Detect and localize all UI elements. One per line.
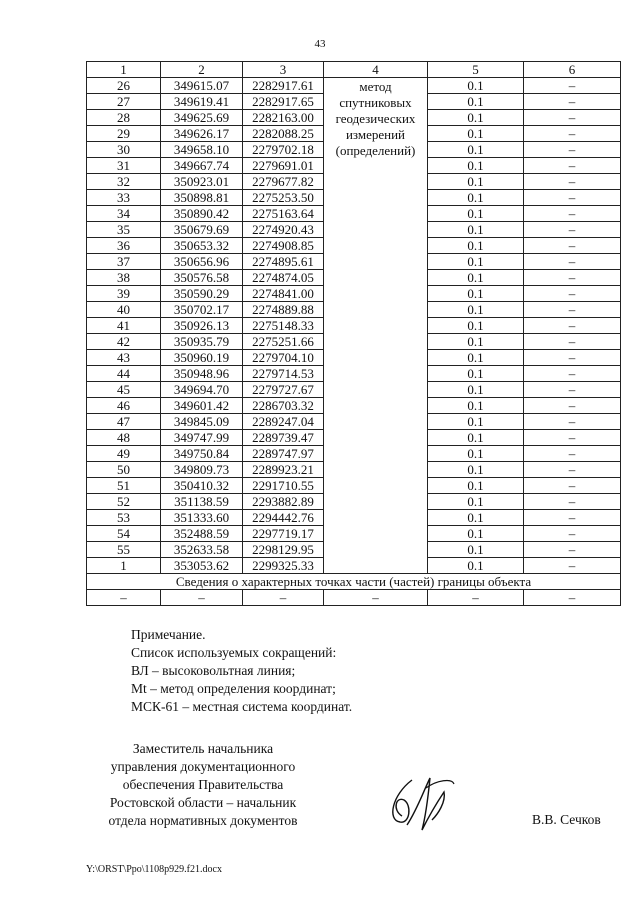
coordinate-x: 349750.84 — [161, 446, 243, 462]
coordinate-x: 350656.96 — [161, 254, 243, 270]
point-number: 48 — [87, 430, 161, 446]
method-line: (определений) — [335, 143, 416, 158]
accuracy-value: 0.1 — [428, 462, 524, 478]
position-line: Ростовской области – начальник — [109, 795, 297, 810]
coordinate-x: 350923.01 — [161, 174, 243, 190]
point-number: 40 — [87, 302, 161, 318]
column-header: 2 — [161, 62, 243, 78]
accuracy-value: 0.1 — [428, 222, 524, 238]
coordinate-y: 2282088.25 — [243, 126, 324, 142]
coordinate-y: 2274895.61 — [243, 254, 324, 270]
coordinate-y: 2274874.05 — [243, 270, 324, 286]
coordinate-y: 2275148.33 — [243, 318, 324, 334]
point-number: 43 — [87, 350, 161, 366]
accuracy-value: 0.1 — [428, 94, 524, 110]
point-number: 34 — [87, 206, 161, 222]
notes-block — [131, 626, 352, 716]
coordinate-y: 2274841.00 — [243, 286, 324, 302]
point-number: 45 — [87, 382, 161, 398]
coordinate-x: 350679.69 — [161, 222, 243, 238]
accuracy-value: 0.1 — [428, 286, 524, 302]
empty-cell: – — [428, 590, 524, 606]
coordinate-y: 2274908.85 — [243, 238, 324, 254]
point-note: – — [524, 558, 621, 574]
accuracy-value: 0.1 — [428, 478, 524, 494]
point-note: – — [524, 158, 621, 174]
coordinate-x: 350890.42 — [161, 206, 243, 222]
coordinate-y: 2279677.82 — [243, 174, 324, 190]
coordinate-x: 349747.99 — [161, 430, 243, 446]
coordinate-y: 2274889.88 — [243, 302, 324, 318]
point-number: 26 — [87, 78, 161, 94]
coordinate-x: 349845.09 — [161, 414, 243, 430]
point-number: 33 — [87, 190, 161, 206]
coordinate-y: 2282163.00 — [243, 110, 324, 126]
point-note: – — [524, 238, 621, 254]
accuracy-value: 0.1 — [428, 302, 524, 318]
section-row — [87, 574, 621, 590]
coordinate-y: 2293882.89 — [243, 494, 324, 510]
point-number: 32 — [87, 174, 161, 190]
coordinate-y: 2298129.95 — [243, 542, 324, 558]
note-line: Примечание. — [131, 627, 206, 642]
accuracy-value: 0.1 — [428, 350, 524, 366]
page-number: 43 — [314, 38, 326, 50]
point-number: 52 — [87, 494, 161, 510]
position-line: отдела нормативных документов — [108, 813, 298, 828]
coordinate-x: 351138.59 — [161, 494, 243, 510]
coordinate-x: 350948.96 — [161, 366, 243, 382]
coordinate-y: 2289739.47 — [243, 430, 324, 446]
note-line: Список используемых сокращений: — [131, 645, 337, 660]
coordinate-x: 349615.07 — [161, 78, 243, 94]
method-line: метод — [359, 79, 392, 94]
point-note: – — [524, 414, 621, 430]
point-note: – — [524, 398, 621, 414]
method-line: геодезических — [335, 111, 416, 126]
accuracy-value: 0.1 — [428, 206, 524, 222]
point-note: – — [524, 478, 621, 494]
table-header-row — [87, 62, 621, 78]
method-line: измерений — [345, 127, 406, 142]
accuracy-value: 0.1 — [428, 110, 524, 126]
accuracy-value: 0.1 — [428, 494, 524, 510]
coordinate-y: 2279727.67 — [243, 382, 324, 398]
coordinate-y: 2279714.53 — [243, 366, 324, 382]
signatory-name: В.В. Сечков — [532, 812, 601, 827]
column-header: 3 — [243, 62, 324, 78]
point-number: 39 — [87, 286, 161, 302]
method-line: спутниковых — [339, 95, 412, 110]
section-title: Сведения о характерных точках части (частей) границы объекта — [87, 574, 621, 590]
signatory-position — [88, 740, 318, 830]
accuracy-value: 0.1 — [428, 174, 524, 190]
point-number: 53 — [87, 510, 161, 526]
point-note: – — [524, 526, 621, 542]
coordinate-x: 349658.10 — [161, 142, 243, 158]
coordinate-y: 2275251.66 — [243, 334, 324, 350]
point-number: 49 — [87, 446, 161, 462]
accuracy-value: 0.1 — [428, 238, 524, 254]
accuracy-value: 0.1 — [428, 430, 524, 446]
note-line: Mt – метод определения координат; — [131, 681, 336, 696]
point-number: 55 — [87, 542, 161, 558]
table-body — [87, 78, 621, 606]
coordinate-x: 350935.79 — [161, 334, 243, 350]
accuracy-value: 0.1 — [428, 446, 524, 462]
coordinate-y: 2279704.10 — [243, 350, 324, 366]
point-number: 29 — [87, 126, 161, 142]
empty-cell: – — [161, 590, 243, 606]
column-header: 5 — [428, 62, 524, 78]
empty-cell: – — [87, 590, 161, 606]
note-line: ВЛ – высоковольтная линия; — [131, 663, 296, 678]
accuracy-value: 0.1 — [428, 158, 524, 174]
coordinate-y: 2289247.04 — [243, 414, 324, 430]
accuracy-value: 0.1 — [428, 78, 524, 94]
accuracy-value: 0.1 — [428, 334, 524, 350]
point-number: 28 — [87, 110, 161, 126]
point-note: – — [524, 142, 621, 158]
point-number: 50 — [87, 462, 161, 478]
point-number: 44 — [87, 366, 161, 382]
table-row — [87, 78, 621, 94]
coordinate-x: 350590.29 — [161, 286, 243, 302]
point-note: – — [524, 78, 621, 94]
coordinate-y: 2274920.43 — [243, 222, 324, 238]
coordinate-x: 349667.74 — [161, 158, 243, 174]
point-note: – — [524, 318, 621, 334]
accuracy-value: 0.1 — [428, 510, 524, 526]
empty-cell: – — [524, 590, 621, 606]
handwritten-signature — [382, 770, 462, 840]
point-note: – — [524, 126, 621, 142]
point-note: – — [524, 206, 621, 222]
point-number: 38 — [87, 270, 161, 286]
point-number: 54 — [87, 526, 161, 542]
coordinate-y: 2275163.64 — [243, 206, 324, 222]
point-number: 35 — [87, 222, 161, 238]
coordinate-x: 350576.58 — [161, 270, 243, 286]
coordinate-x: 350653.32 — [161, 238, 243, 254]
point-note: – — [524, 510, 621, 526]
method-cell — [324, 78, 428, 574]
coordinate-x: 349625.69 — [161, 110, 243, 126]
accuracy-value: 0.1 — [428, 254, 524, 270]
coordinate-y: 2297719.17 — [243, 526, 324, 542]
empty-cell: – — [324, 590, 428, 606]
file-path: Y:\ORST\Ppo\1108p929.f21.docx — [86, 864, 222, 875]
position-line: Заместитель начальника — [132, 741, 274, 756]
point-number: 41 — [87, 318, 161, 334]
coordinate-y: 2286703.32 — [243, 398, 324, 414]
coordinate-x: 350960.19 — [161, 350, 243, 366]
point-note: – — [524, 190, 621, 206]
accuracy-value: 0.1 — [428, 558, 524, 574]
point-note: – — [524, 334, 621, 350]
point-number: 27 — [87, 94, 161, 110]
coordinate-x: 350410.32 — [161, 478, 243, 494]
point-number: 30 — [87, 142, 161, 158]
coordinate-x: 350926.13 — [161, 318, 243, 334]
empty-cell: – — [243, 590, 324, 606]
coordinates-table — [86, 61, 621, 606]
point-note: – — [524, 302, 621, 318]
point-note: – — [524, 430, 621, 446]
accuracy-value: 0.1 — [428, 414, 524, 430]
accuracy-value: 0.1 — [428, 142, 524, 158]
point-number: 51 — [87, 478, 161, 494]
accuracy-value: 0.1 — [428, 126, 524, 142]
accuracy-value: 0.1 — [428, 318, 524, 334]
point-note: – — [524, 366, 621, 382]
coordinate-x: 352633.58 — [161, 542, 243, 558]
coordinate-y: 2279702.18 — [243, 142, 324, 158]
point-note: – — [524, 110, 621, 126]
point-note: – — [524, 350, 621, 366]
point-note: – — [524, 174, 621, 190]
accuracy-value: 0.1 — [428, 398, 524, 414]
point-number: 1 — [87, 558, 161, 574]
point-number: 36 — [87, 238, 161, 254]
coordinate-y: 2282917.61 — [243, 78, 324, 94]
accuracy-value: 0.1 — [428, 270, 524, 286]
coordinate-x: 352488.59 — [161, 526, 243, 542]
point-number: 31 — [87, 158, 161, 174]
accuracy-value: 0.1 — [428, 190, 524, 206]
point-note: – — [524, 270, 621, 286]
coordinate-x: 349694.70 — [161, 382, 243, 398]
point-number: 42 — [87, 334, 161, 350]
coordinate-y: 2299325.33 — [243, 558, 324, 574]
coordinate-x: 351333.60 — [161, 510, 243, 526]
accuracy-value: 0.1 — [428, 382, 524, 398]
point-note: – — [524, 286, 621, 302]
point-note: – — [524, 462, 621, 478]
coordinate-x: 350898.81 — [161, 190, 243, 206]
coordinate-x: 349809.73 — [161, 462, 243, 478]
accuracy-value: 0.1 — [428, 366, 524, 382]
coordinate-y: 2289747.97 — [243, 446, 324, 462]
coordinate-y: 2279691.01 — [243, 158, 324, 174]
coordinate-y: 2275253.50 — [243, 190, 324, 206]
point-note: – — [524, 222, 621, 238]
column-header: 4 — [324, 62, 428, 78]
coordinate-y: 2282917.65 — [243, 94, 324, 110]
table-row — [87, 590, 621, 606]
accuracy-value: 0.1 — [428, 526, 524, 542]
coordinate-y: 2289923.21 — [243, 462, 324, 478]
point-number: 47 — [87, 414, 161, 430]
point-number: 37 — [87, 254, 161, 270]
coordinate-x: 349601.42 — [161, 398, 243, 414]
coordinate-y: 2291710.55 — [243, 478, 324, 494]
point-note: – — [524, 382, 621, 398]
point-note: – — [524, 254, 621, 270]
column-header: 6 — [524, 62, 621, 78]
point-note: – — [524, 446, 621, 462]
point-note: – — [524, 94, 621, 110]
coordinate-x: 349619.41 — [161, 94, 243, 110]
point-number: 46 — [87, 398, 161, 414]
position-line: обеспечения Правительства — [122, 777, 284, 792]
point-note: – — [524, 494, 621, 510]
coordinate-x: 349626.17 — [161, 126, 243, 142]
coordinate-x: 353053.62 — [161, 558, 243, 574]
note-line: МСК-61 – местная система координат. — [131, 699, 353, 714]
position-line: управления документационного — [110, 759, 296, 774]
coordinate-y: 2294442.76 — [243, 510, 324, 526]
coordinate-x: 350702.17 — [161, 302, 243, 318]
accuracy-value: 0.1 — [428, 542, 524, 558]
point-note: – — [524, 542, 621, 558]
column-header: 1 — [87, 62, 161, 78]
